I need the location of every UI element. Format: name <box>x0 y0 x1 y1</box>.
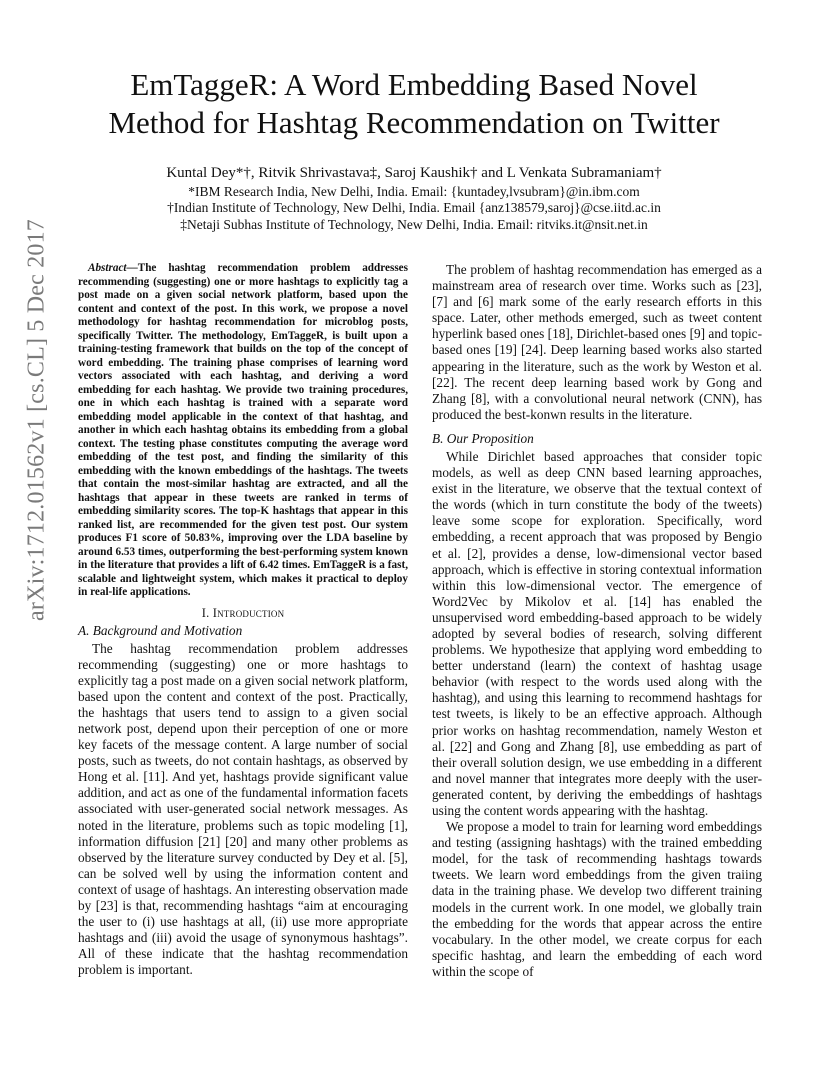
section-title: Introduction <box>212 605 285 620</box>
section-heading-introduction <box>78 606 408 621</box>
author-list: Kuntal Dey*†, Ritvik Shrivastava‡, Saroj Kaushik† and L Venkata Subramaniam† <box>166 165 662 181</box>
right-column <box>432 262 762 980</box>
abstract-text: —The hashtag recommendation problem addresses recommending (suggesting) one or more hashtags to explicitly tag a post made on a given social network platform, based upon the content and context of the post. In this work, we propose a novel methodology for hashtag recommendation for microblog posts, specifically Twitter. The methodology, EmTaggeR, is built upon a training-testing framework that builds on the top of the concept of word embedding. The training phase comprises of learning word vectors associated with each hashtag, and deriving a word embedding for each hashtag. We provide two training procedures, one in which each hashtag is trained with a separate word embedding model applicable in the context of that hashtag, and another in which each hashtag obtains its embedding from a global context. The testing phase constitutes computing the average word embedding of the test post, and finding the similarity of this embedding with the known embeddings of the hashtags. The tweets that contain the most-similar hashtag are extracted, and all the hashtags that appear in these tweets are ranked in terms of embedding similarity scores. The top-K hashtags that appear in this ranked list, are recommended for the given test post. Our system produces F1 score of 50.83%, improving over the LDA baseline by around 6.53 times, outperforming the best-performing system known in the literature that provides a lift of 6.42 times. EmTaggeR is a fast, scalable and lightweight system, which makes it practical to deploy in real-life applications. <box>78 262 408 598</box>
paragraph-model: We propose a model to train for learning word embeddings and testing (assigning hashtags) with the trained embedding model, for the task of recommending hashtags towards tweets. We learn word embeddings from the given traiing data in the training phase. We develop two different training models in the current work. In one model, we globally train the embedding for the words that appear across the entire vocabulary. In the other model, we create corpus for each specific hashtag, and learn the embedding of each word within the scope of <box>432 819 762 979</box>
abstract-lead: Abstract <box>88 262 127 274</box>
abstract <box>78 262 408 600</box>
paragraph-background: The hashtag recommendation problem addresses recommending (suggesting) one or more hashtags to explicitly tag a post made on a given social network platform, based upon the content and context of the post. Practically, the hashtags that users tend to assign to a given social network post, depend upon their perception of one or more key facets of the message content. A large number of social posts, such as tweets, do not contain hashtags, as observed by Hong et al. [11]. And yet, hashtags provide significant value addition, and act as one of the fundamental information facets associated with user-generated social network messages. As noted in the literature, problems such as topic modeling [1], information diffusion [21] [20] and many other problems as observed by the literature survey conducted by Dey et al. [5], can be solved well by using the information content and context of usage of hashtags. An interesting observation made by [23] is that, recommending hashtags “aim at encouraging the user to (i) use hashtags at all, (ii) use more appropriate hashtags and (iii) avoid the usage of synonymous hashtags”. All of these indicate that the hashtag recommendation problem is important. <box>78 640 408 978</box>
affiliation-iit: †Indian Institute of Technology, New Delhi, India. Email {anz138579,saroj}@cse.iitd.ac.in <box>167 200 661 215</box>
left-column <box>78 262 408 978</box>
affiliation-nsit: ‡Netaji Subhas Institute of Technology, New Delhi, India. Email: ritviks.it@nsit.net.in <box>180 217 648 232</box>
arxiv-identifier-text: arXiv:1712.01562v1 [cs.CL] 5 Dec 2017 <box>23 219 50 621</box>
paragraph-proposition: While Dirichlet based approaches that consider topic models, as well as deep CNN based learning approaches, exist in the literature, we observe that the textual context of the words (which in turn constitute the body of the tweets) leave some scope for exploration. Specifically, word embedding, a recent approach that was proposed by Bengio et al. [2], provides a dense, low-dimensional vector based approach, which is effective in storing contextual information within this low-dimensional vector. The emergence of Word2Vec by Mikolov et al. [14] has enabled the unsupervised word embedding-based approach to be widely adopted by several bodies of research, solving different problems. We hypothesize that applying word embedding to better understand (learn) the context of hashtag usage behavior (with respect to the words used along with the hashtag), and using this learning to recommend hashtags for test tweets, is likely to be an effective approach. Although prior works on hashtag recommendation, namely Weston et al. [22] and Gong and Zhang [8], use embedding as part of their overall solution design, we use embedding in a different and novel manner that integrates more deeply with the user-generated content, by deriving the embeddings of hashtags using the content words appearing with the hashtag. <box>432 448 762 818</box>
title-line-1: EmTaggeR: A Word Embedding Based Novel <box>130 67 698 102</box>
section-number: I. <box>201 605 210 620</box>
affiliation-ibm: *IBM Research India, New Delhi, India. Email: {kuntadey,lvsubram}@in.ibm.com <box>188 184 640 199</box>
subsection-heading-proposition: B. Our Proposition <box>432 430 534 446</box>
subsection-heading-background: A. Background and Motivation <box>78 622 243 638</box>
title-line-2: Method for Hashtag Recommendation on Twitter <box>108 105 720 140</box>
paper-title <box>60 66 768 142</box>
paragraph-related-work: The problem of hashtag recommendation has emerged as a mainstream area of research over time. Works such as [23], [7] and [6] mark some of the early research efforts in this space. Later, other methods emerged, such as tweet content hyperlink based ones [18], Dirichlet-based ones [9] and topic-based ones [19] [24]. Deep learning based works also started appearing in the literature, such as the work by Weston et al. [22]. The recent deep learning based work by Gong and Zhang [8], with a convolutional neural network (CNN), has produced the best-konwn results in the literature. <box>432 262 762 422</box>
